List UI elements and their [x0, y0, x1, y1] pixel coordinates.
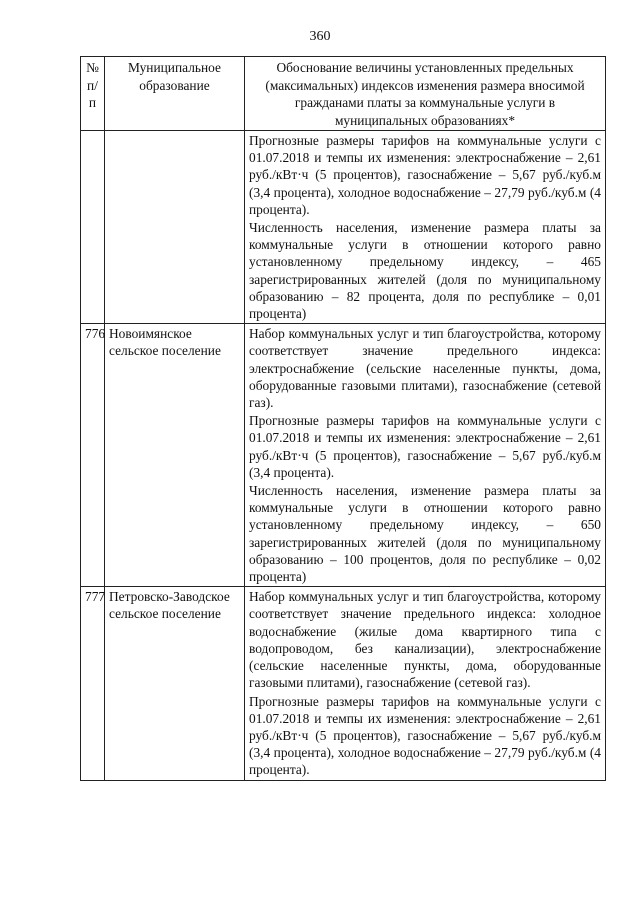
header-municipality: Муниципальное образование	[105, 57, 245, 131]
rationale-paragraph: Численность населения, изменение размера платы за коммунальные услуги в отношении которого равно установленному предельному индексу, – 465 зарегистрированных жителей (доля по муниципальному образованию – 82 процента, доля по республике – 0,01 процента)	[249, 220, 601, 322]
table-row	[81, 587, 606, 780]
table-header-row	[81, 57, 606, 131]
row-number: 776	[81, 324, 105, 587]
rationale-paragraph: Прогнозные размеры тарифов на коммунальные услуги с 01.07.2018 и темпы их изменения: электроснабжение – 2,61 руб./кВт·ч (5 процентов), газоснабжение – 5,67 руб./куб.м (3,4 процента).	[249, 413, 601, 480]
table-body	[81, 131, 606, 781]
municipality-name	[105, 131, 245, 324]
rationale-cell	[245, 587, 606, 780]
rationale-paragraph: Набор коммунальных услуг и тип благоустройства, которому соответствует значение предельного индекса: электроснабжение (сельские населенные пункты, дома, оборудованные газовыми плитами), газоснабжение (сетевой газ).	[249, 326, 601, 411]
tariff-rationale-table	[80, 56, 606, 781]
rationale-paragraph: Численность населения, изменение размера платы за коммунальные услуги в отношении которого равно установленному предельному индексу, – 650 зарегистрированных жителей (доля по муниципальному образованию – 100 процентов, доля по республике – 0,02 процента)	[249, 483, 601, 585]
rationale-paragraph: Прогнозные размеры тарифов на коммунальные услуги с 01.07.2018 и темпы их изменения: электроснабжение – 2,61 руб./кВт·ч (5 процентов), газоснабжение – 5,67 руб./куб.м (3,4 процента), холодное водоснабжение – 27,79 руб./куб.м (4 процента).	[249, 693, 601, 778]
rationale-cell	[245, 324, 606, 587]
rationale-paragraph: Набор коммунальных услуг и тип благоустройства, которому соответствует значение предельного индекса: холодное водоснабжение (жилые дома квартирного типа с водопроводом, без канализации), электроснабжение (сельские населенные пункты, дома, оборудованные газовыми плитами), газоснабжение (сетевой газ).	[249, 589, 601, 691]
page-number: 360	[309, 29, 331, 44]
header-rationale: Обоснование величины установленных предельных (максимальных) индексов изменения размера вносимой гражданами платы за коммунальные услуги в муниципальных образованиях*	[245, 57, 606, 131]
rationale-cell	[245, 131, 606, 324]
rationale-paragraph: Прогнозные размеры тарифов на коммунальные услуги с 01.07.2018 и темпы их изменения: электроснабжение – 2,61 руб./кВт·ч (5 процентов), газоснабжение – 5,67 руб./куб.м (3,4 процента), холодное водоснабжение – 27,79 руб./куб.м (4 процента).	[249, 133, 601, 217]
row-number	[81, 131, 105, 324]
municipality-name: Новоимянское сельское поселение	[105, 324, 245, 587]
table-row	[81, 131, 606, 324]
row-number: 777	[81, 587, 105, 780]
table-row	[81, 324, 606, 587]
header-number: № п/п	[81, 57, 105, 131]
municipality-name: Петровско-Заводское сельское поселение	[105, 587, 245, 780]
